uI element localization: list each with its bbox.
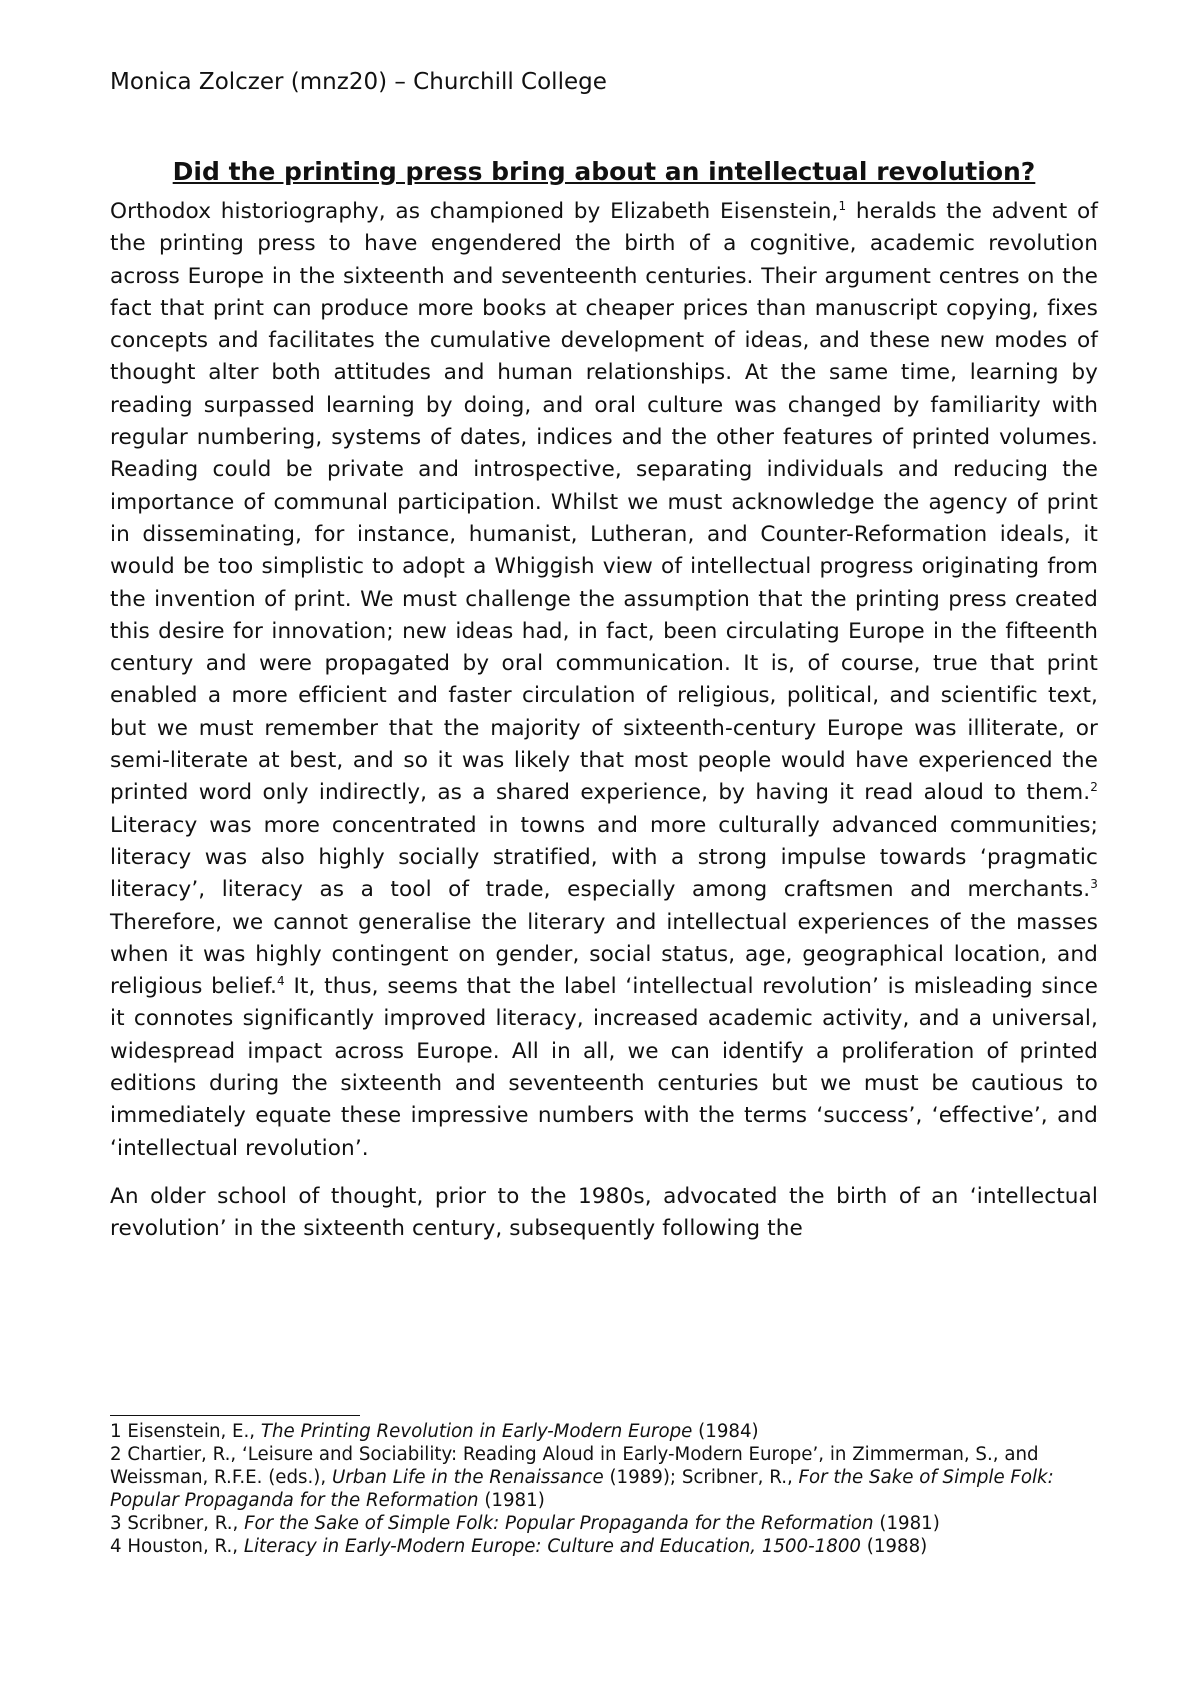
footnote-ref-1: 1: [838, 198, 847, 213]
footnote-number: 4: [110, 1536, 122, 1557]
footnote-number: 3: [110, 1513, 122, 1534]
essay-title: Did the printing press bring about an intellectual revolution?: [172, 157, 1036, 186]
footnote-text: (1984): [692, 1421, 759, 1442]
footnote-title: The Printing Revolution in Early-Modern Europe: [260, 1421, 693, 1442]
document-page: [110, 66, 1098, 1262]
paragraph-1-text-c: Literacy was more concentrated in towns and more culturally advanced communities; literacy was also highly socially stratified, with a strong impulse towards ‘pragmatic literacy’, literacy as a tool of trade, especially among craftsmen and merchants.: [110, 812, 1098, 903]
footnote-text: (1981): [873, 1513, 940, 1534]
footnote-title: For the Sake of Simple Folk: Popular Propaganda for the Reformation: [110, 1467, 1054, 1511]
paragraph-2: An older school of thought, prior to the 1980s, advocated the birth of an ‘intellectual revolution’ in the sixteenth century, subsequently following the: [110, 1183, 1098, 1242]
footnote-text: Houston, R.,: [121, 1536, 244, 1557]
footnote-ref-2: 2: [1090, 780, 1098, 795]
paragraph-1-text-a: Orthodox historiography, as championed by Elizabeth Eisenstein,: [110, 199, 839, 224]
footnotes: [110, 1420, 1100, 1558]
footnote-4: [110, 1535, 1100, 1558]
footnote-title: Urban Life in the Renaissance: [331, 1467, 604, 1488]
paragraph-1-text-e: It, thus, seems that the label ‘intellectual revolution’ is misleading since it connotes significantly improved literacy, increased academic activity, and a universal, widespread impact across Europe. All in all, we can identify a proliferation of printed editions during the sixteenth and seventeenth centuries but we must be cautious to immediately equate these impressive numbers with the terms ‘success’, ‘effective’, and ‘intellectual revolution’.: [110, 974, 1098, 1161]
footnote-ref-4: 4: [277, 973, 285, 988]
footnote-text: Eisenstein, E.,: [121, 1421, 261, 1442]
footnote-3: [110, 1512, 1100, 1535]
paragraph-1-text-d: Therefore, we cannot generalise the literary and intellectual experiences of the masses when it was highly contingent on gender, social status, age, geographical location, and religious belief.: [110, 909, 1098, 1000]
author-line: Monica Zolczer (mnz20) – Churchill College: [110, 69, 607, 95]
footnote-number: 2: [110, 1444, 122, 1465]
footnote-number: 1: [110, 1421, 122, 1442]
footnote-ref-3: 3: [1090, 877, 1098, 892]
footnote-title: For the Sake of Simple Folk: Popular Propaganda for the Reformation: [244, 1513, 874, 1534]
footnote-2: [110, 1443, 1100, 1512]
footnote-text: (1988): [860, 1536, 928, 1557]
footnote-text: (1989); Scribner, R.,: [603, 1467, 799, 1488]
paragraph-1-text-b: heralds the advent of the printing press to have engendered the birth of a cognitive, academic revolution across Europe in the sixteenth and seventeenth centuries. Their argument centres on the fact that print can produce more books at cheaper prices than manuscript copying, fixes concepts and facilitates the cumulative development of ideas, and these new modes of thought alter both attitudes and human relationships. At the same time, learning by reading surpassed learning by doing, and oral culture was changed by familiarity with regular numbering, systems of dates, indices and the other features of printed volumes. Reading could be private and introspective, separating individuals and reducing the importance of communal participation. Whilst we must acknowledge the agency of print in disseminating, for instance, humanist, Lutheran, and Counter-Reformation ideals, it would be too simplistic to adopt a Whiggish view of intellectual progress originating from the invention of print. We must challenge the assumption that the printing press created this desire for innovation; new ideas had, in fact, been circulating Europe in the fifteenth century and were propagated by oral communication. It is, of course, true that print enabled a more efficient and faster circulation of religious, political, and scientific text, but we must remember that the majority of sixteenth-century Europe was illiterate, or semi-literate at best, and so it was likely that most people would have experienced the printed word only indirectly, as a shared experience, by having it read aloud to them.: [110, 199, 1098, 806]
footnote-separator: [110, 1415, 360, 1416]
footnote-1: [110, 1420, 1100, 1443]
paragraph-1: [110, 196, 1098, 1165]
footnote-text: Scribner, R.,: [121, 1513, 245, 1534]
footnote-title: Literacy in Early-Modern Europe: Culture and Education, 1500-1800: [243, 1536, 861, 1557]
footnote-text: Chartier, R., ‘Leisure and Sociability: Reading Aloud in Early-Modern Europe’, in Zimmerman, S., and Weissman, R.F.E. (eds.),: [110, 1444, 1039, 1488]
footnote-text: (1981): [478, 1490, 545, 1511]
